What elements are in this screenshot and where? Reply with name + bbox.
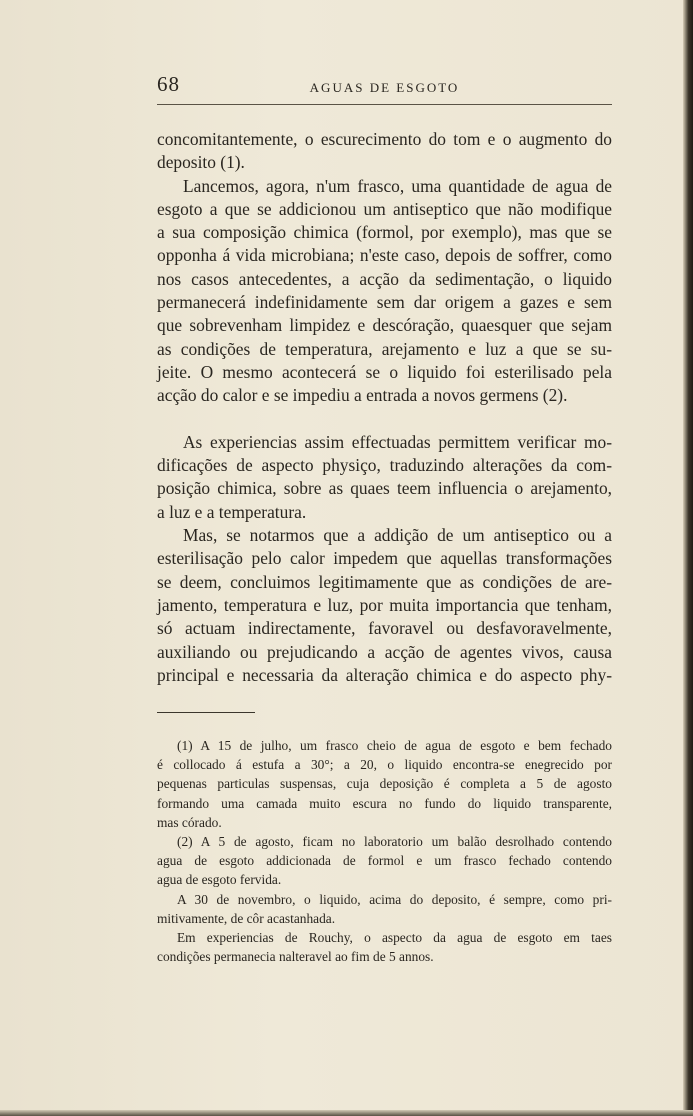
body-line: As experiencias assim effectuadas permittem verificar mo- [183, 431, 612, 452]
body-line: principal e necessaria da alteração chimica e do aspecto phy- [157, 664, 612, 685]
body-line: dificações de aspecto physiço, traduzindo alterações da com- [157, 455, 612, 476]
body-line: esterilisação pelo calor impedem que aquellas transformações [157, 548, 612, 569]
body-text [157, 128, 612, 687]
body-line: se deem, concluimos legitimamente que as condições de are- [157, 571, 612, 592]
footnote-line: A 30 de novembro, o liquido, acima do deposito, é sempre, como pri- [177, 891, 612, 907]
footnote-rule [157, 712, 255, 713]
body-line: jamento, temperatura e luz, por muita importancia que tenham, [157, 594, 612, 615]
footnote-line: condições permanecia nalteravel ao fim de 5 annos. [157, 949, 434, 965]
body-line: a luz e a temperatura. [157, 501, 307, 522]
body-line: permanecerá indefinidamente sem dar origem a gazes e sem [157, 292, 612, 313]
body-line: deposito (1). [157, 152, 245, 173]
body-line: esgoto a que se addicionou um antiseptico que não modifique [157, 198, 612, 219]
footnote-line: mas córado. [157, 814, 222, 830]
body-line: auxiliando ou prejudicando a acção de agentes vivos, causa [157, 641, 612, 662]
footnote-line: é collocado á estufa a 30°; a 20, o liquido encontra-se enegrecido por [157, 757, 612, 773]
body-line: jeite. O mesmo acontecerá se o liquido foi esterilisado pela [157, 361, 612, 382]
body-line: a sua composição chimica (formol, por exemplo), mas que se [157, 222, 612, 243]
footnote-line: agua de esgoto addicionada de formol e um frasco fechado contendo [157, 853, 612, 869]
footnotes [157, 736, 612, 966]
body-line: nos casos antecedentes, a acção da sedimentação, o liquido [157, 268, 612, 289]
footnote-line: mitivamente, de côr acastanhada. [157, 910, 336, 926]
body-line: opponha á vida microbiana; n'este caso, depois de soffrer, como [157, 245, 612, 266]
body-line: Lancemos, agora, n'um frasco, uma quantidade de agua de [183, 175, 612, 196]
body-line: concomitantemente, o escurecimento do tom e o augmento do [157, 129, 612, 149]
page-header [157, 72, 612, 102]
body-line: só actuam indirectamente, favoravel ou desfavoravelmente, [157, 618, 612, 639]
body-line: as condições de temperatura, arejamento e luz a que se su- [157, 338, 612, 359]
page-bottom-shadow [0, 1110, 693, 1116]
running-title: AGUAS DE ESGOTO [309, 80, 460, 95]
body-line: acção do calor e se impediu a entrada a novos germens (2). [157, 385, 568, 406]
footnote-line: pequenas particulas suspensas, cuja deposição é completa a 5 de agosto [157, 776, 612, 792]
footnote-line: formando uma camada muito escura no fundo do liquido transparente, [157, 795, 612, 811]
paragraph-gap [157, 408, 612, 431]
footnote-line: agua de esgoto fervida. [157, 872, 282, 888]
body-line: posição chimica, sobre as quaes teem influencia o arejamento, [157, 478, 612, 499]
body-line: Mas, se notarmos que a addição de um antiseptico ou a [183, 525, 612, 546]
body-line: que sobrevenham limpidez e descóração, quaesquer que sejam [157, 315, 612, 336]
page-edge-shadow [683, 0, 693, 1116]
footnote-line: (2) A 5 de agosto, ficam no laboratorio um balão desrolhado contendo [177, 833, 612, 849]
footnote-line: (1) A 15 de julho, um frasco cheio de agua de esgoto e bem fechado [177, 738, 612, 753]
footnote-line: Em experiencias de Rouchy, o aspecto da agua de esgoto em taes [177, 929, 612, 945]
header-rule [157, 104, 612, 105]
page-number: 68 [157, 72, 180, 96]
